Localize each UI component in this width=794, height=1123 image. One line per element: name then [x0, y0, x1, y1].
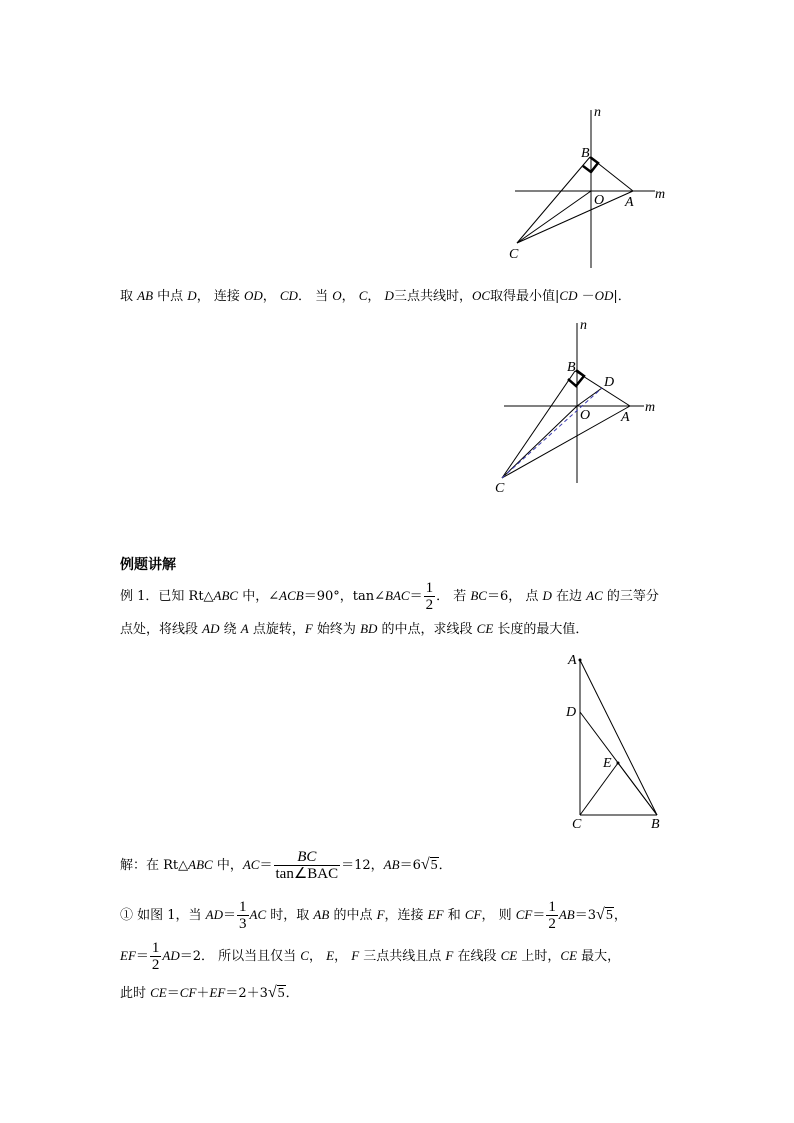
segment-ca: [517, 191, 633, 243]
label-c: C: [509, 247, 519, 262]
label-c: C: [572, 817, 582, 832]
label-a: A: [568, 653, 577, 668]
label-a: A: [625, 195, 634, 210]
segment-ab: [580, 660, 657, 815]
segment-cb: [502, 371, 575, 478]
sqrt-5: √5: [596, 906, 613, 923]
solution-line-4: 此时 CE＝CF＋EF＝2＋3√5．: [120, 984, 299, 1001]
section-title: 例题讲解: [120, 557, 176, 573]
sqrt-5: √5: [420, 856, 438, 873]
sqrt-5: √5: [267, 984, 285, 1001]
fraction-one-half: $\frac{1}{2}$: [425, 580, 434, 613]
label-m: m: [655, 187, 666, 202]
label-o: O: [580, 408, 591, 423]
figure-3: [560, 645, 670, 835]
solution-line-3: EF＝ $\frac{1}{2}$ AD＝2． 所以当且仅当 C， E， F 三点共线且点 F 在线段 CE 上时，CE 最大，: [120, 940, 621, 973]
solution-line-1: 解：在 Rt△ABC 中，AC＝ $\frac{BC}{\text{tan∠BAC}}$ ＝12，AB＝6√5．: [120, 849, 452, 882]
fraction-bc-over-tan: $\frac{BC}{\text{tan∠BAC}}$: [275, 849, 339, 882]
figure-2: [490, 315, 670, 495]
label-m: m: [645, 400, 656, 415]
label-a: A: [621, 410, 630, 425]
label-b: B: [567, 360, 576, 375]
label-d: D: [566, 705, 577, 720]
label-b: B: [581, 146, 590, 161]
label-b: B: [651, 817, 660, 832]
label-n: n: [594, 105, 601, 120]
figure-1: [505, 100, 675, 270]
dashed-cd-line: [502, 388, 602, 478]
fraction-one-third: $\frac{1}{3}$: [239, 899, 247, 932]
label-o: O: [594, 193, 605, 208]
segment-od: [577, 388, 602, 406]
label-n: n: [580, 318, 587, 333]
label-c: C: [495, 481, 505, 495]
example-1-line-2: 点处，将线段 AD 绕 A 点旋转，F 始终为 BD 的中点，求线段 CE 长度的最大值．: [120, 621, 589, 637]
solution-line-2: ① 如图 1，当 AD＝ $\frac{1}{3}$ AC 时，取 AB 的中点 F，连接 EF 和 CF， 则 CF＝ $\frac{1}{2}$ AB＝3√5，: [120, 899, 627, 932]
segment-ce: [580, 763, 618, 815]
line-take-midpoint: 取 AB 中点 D， 连接 OD， CD． 当 O， C， D三点共线时，OC取得最小值|CD －OD|．: [120, 288, 631, 304]
label-d: D: [604, 375, 615, 390]
label-e: E: [603, 756, 612, 771]
fraction-one-half: $\frac{1}{2}$: [548, 899, 556, 932]
example-1-line-1: 例 1．已知 Rt△ABC 中，∠ACB＝90°，tan∠BAC＝ $\frac{1}{2}$ ． 若 BC＝6， 点 D 在边 AC 的三等分: [120, 580, 659, 613]
segment-eb: [618, 763, 657, 815]
fraction-one-half: $\frac{1}{2}$: [151, 940, 160, 973]
